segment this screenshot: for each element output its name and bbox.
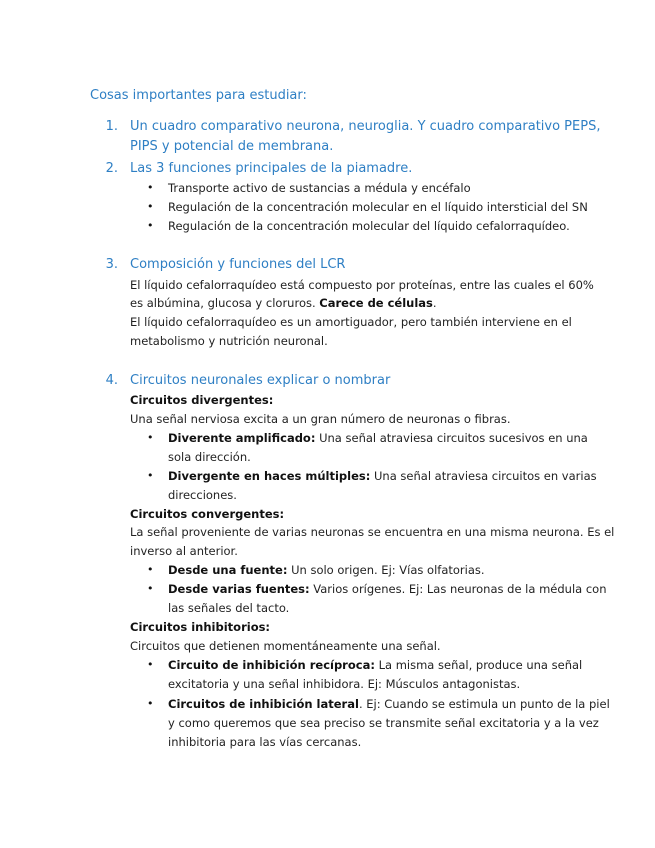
section-inhibitorios-desc: Circuitos que detienen momentáneamente una señal. — [130, 639, 441, 653]
item-3-number: 3. — [105, 257, 118, 272]
inhibitorios-bullet-2-text: . Ej: Cuando se estimula un punto de la piel — [358, 697, 610, 711]
inhibitorios-bullet-1-bold: Circuito de inhibición recíproca: — [168, 658, 375, 672]
bullet-icon: • — [147, 697, 154, 710]
divergentes-bullet-2-line1 — [168, 469, 597, 483]
section-divergentes-title: Circuitos divergentes: — [130, 393, 274, 407]
item-3-p1-bold: Carece de células — [319, 296, 433, 310]
item-2-bullet-2: Regulación de la concentración molecular en el líquido intersticial del SN — [168, 200, 588, 214]
inhibitorios-bullet-2-bold: Circuitos de inhibición lateral — [168, 697, 359, 711]
item-3-paragraph-2-line2: metabolismo y nutrición neuronal. — [130, 334, 328, 348]
inhibitorios-bullet-2-line3: inhibitoria para las vías cercanas. — [168, 735, 362, 749]
divergentes-bullet-1-line2: sola dirección. — [168, 450, 251, 464]
section-convergentes-desc-line1: La señal proveniente de varias neuronas se encuentra en una misma neurona. Es el — [130, 525, 615, 539]
section-divergentes-desc: Una señal nerviosa excita a un gran número de neuronas o fibras. — [130, 412, 511, 426]
convergentes-bullet-1-line1 — [168, 563, 485, 577]
bullet-icon: • — [147, 181, 154, 194]
item-2-bullet-1: Transporte activo de sustancias a médula y encéfalo — [168, 181, 471, 195]
item-1-number: 1. — [105, 119, 118, 134]
inhibitorios-bullet-2-line2: y como queremos que sea preciso se transmite señal excitatoria y a la vez — [168, 716, 599, 730]
divergentes-bullet-1-bold: Diverente amplificado: — [168, 431, 316, 445]
bullet-icon: • — [147, 219, 154, 232]
divergentes-bullet-2-bold: Divergente en haces múltiples: — [168, 469, 371, 483]
item-3-paragraph-1-line2 — [130, 296, 437, 310]
item-3-heading: Composición y funciones del LCR — [130, 257, 346, 272]
item-1-heading-line1: Un cuadro comparativo neurona, neuroglia. Y cuadro comparativo PEPS, — [130, 119, 601, 134]
inhibitorios-bullet-1-line2: excitatoria y una señal inhibidora. Ej: Músculos antagonistas. — [168, 677, 521, 691]
bullet-icon: • — [147, 563, 154, 576]
bullet-icon: • — [147, 431, 154, 444]
convergentes-bullet-2-line2: las señales del tacto. — [168, 601, 290, 615]
bullet-icon: • — [147, 469, 154, 482]
convergentes-bullet-2-line1 — [168, 582, 607, 596]
intro-heading: Cosas importantes para estudiar: — [90, 88, 307, 103]
inhibitorios-bullet-1-text: La misma señal, produce una señal — [378, 658, 583, 672]
section-convergentes-desc-line2: inverso al anterior. — [130, 544, 238, 558]
item-2-heading: Las 3 funciones principales de la piamadre. — [130, 161, 413, 176]
item-3-p1-end: . — [432, 296, 437, 310]
convergentes-bullet-1-text: Un solo origen. Ej: Vías olfatorias. — [291, 563, 485, 577]
item-3-paragraph-1-line1: El líquido cefalorraquídeo está compuesto por proteínas, entre las cuales el 60% — [130, 278, 594, 292]
section-convergentes-title: Circuitos convergentes: — [130, 507, 285, 521]
divergentes-bullet-2-line2: direcciones. — [168, 488, 237, 502]
convergentes-bullet-1-bold: Desde una fuente: — [168, 563, 288, 577]
divergentes-bullet-1-line1 — [168, 431, 588, 445]
convergentes-bullet-2-text: Varios orígenes. Ej: Las neuronas de la médula con — [313, 582, 607, 596]
bullet-icon: • — [147, 658, 154, 671]
item-3-paragraph-2-line1: El líquido cefalorraquídeo es un amortiguador, pero también interviene en el — [130, 315, 572, 329]
convergentes-bullet-2-bold: Desde varias fuentes: — [168, 582, 310, 596]
bullet-icon: • — [147, 200, 154, 213]
section-inhibitorios-title: Circuitos inhibitorios: — [130, 620, 271, 634]
divergentes-bullet-1-text: Una señal atraviesa circuitos sucesivos en una — [319, 431, 588, 445]
item-2-bullet-3: Regulación de la concentración molecular del líquido cefalorraquídeo. — [168, 219, 570, 233]
item-2-number: 2. — [105, 161, 118, 176]
bullet-icon: • — [147, 582, 154, 595]
item-4-heading: Circuitos neuronales explicar o nombrar — [130, 373, 391, 388]
item-1-heading-line2: PIPS y potencial de membrana. — [130, 139, 334, 154]
inhibitorios-bullet-1-line1 — [168, 658, 582, 672]
inhibitorios-bullet-2-line1 — [168, 697, 610, 711]
item-4-number: 4. — [105, 373, 118, 388]
divergentes-bullet-2-text: Una señal atraviesa circuitos en varias — [374, 469, 597, 483]
item-3-p1-text: es albúmina, glucosa y cloruros. — [130, 296, 316, 310]
